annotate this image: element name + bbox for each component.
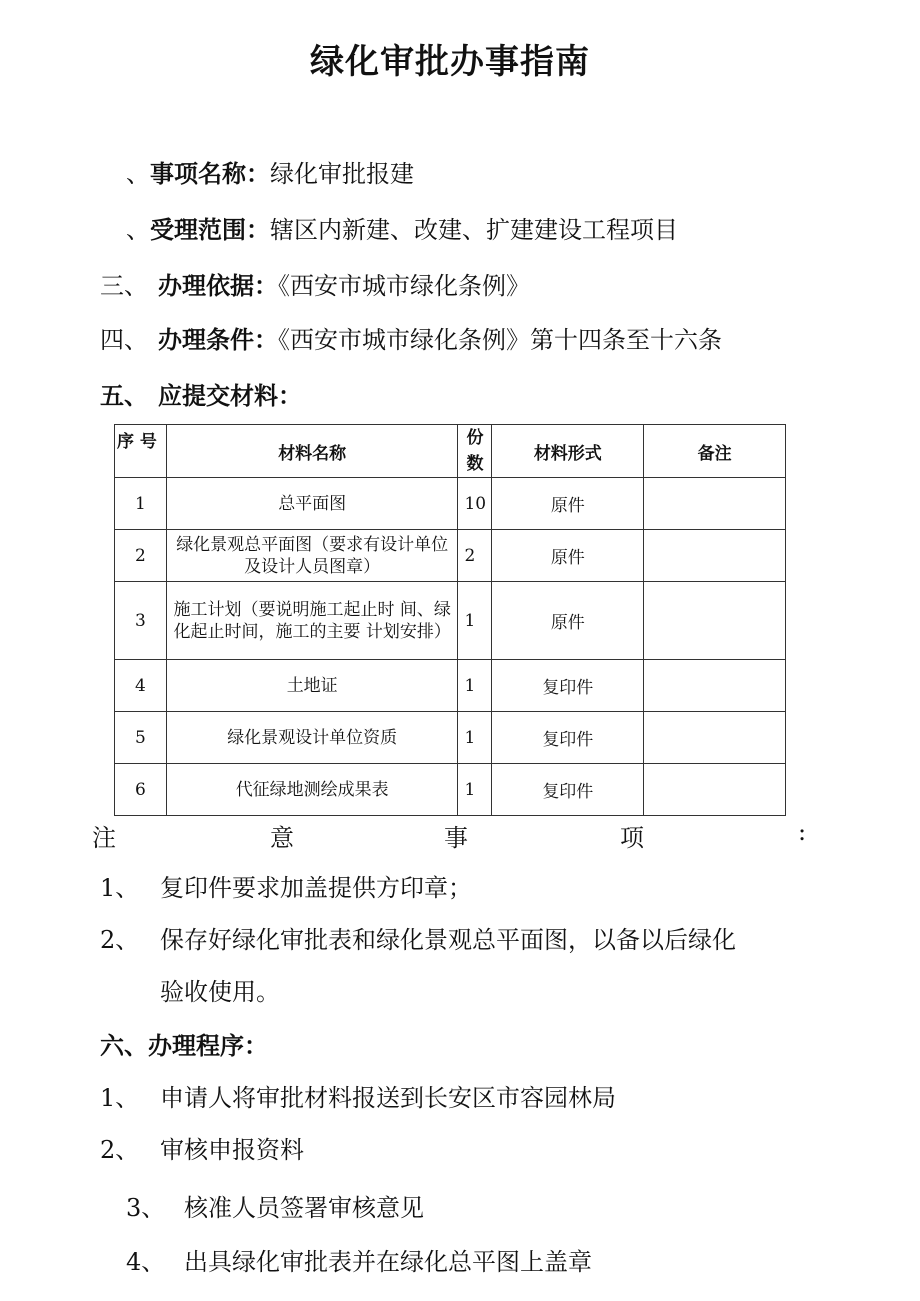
cell-seq: 2 — [115, 530, 167, 582]
table-row — [115, 764, 786, 816]
cell-name: 总平面图 — [166, 478, 458, 530]
procedure-step — [126, 1242, 592, 1277]
table-row — [115, 478, 786, 530]
procedure-step — [100, 1078, 616, 1113]
step-text: 出具绿化审批表并在绿化总平图上盖章 — [184, 1248, 592, 1276]
cell-seq: 4 — [115, 660, 167, 712]
notes-heading-char: 意 — [270, 824, 294, 852]
cell-name: 绿化景观总平面图（要求有设计单位及设计人员图章） — [166, 530, 458, 582]
cell-form: 原件 — [492, 582, 644, 660]
step-text: 审核申报资料 — [160, 1136, 304, 1164]
cell-name: 土地证 — [166, 660, 458, 712]
header-name: 材料名称 — [166, 425, 458, 478]
cell-form: 复印件 — [492, 660, 644, 712]
cell-form: 原件 — [492, 478, 644, 530]
page-title: 绿化审批办事指南 — [310, 42, 590, 82]
cell-seq: 1 — [115, 478, 167, 530]
section-prefix: 三、 — [100, 272, 148, 300]
cell-remark — [644, 582, 786, 660]
section-conditions — [100, 320, 722, 355]
cell-remark — [644, 764, 786, 816]
header-remark: 备注 — [644, 425, 786, 478]
table-row — [115, 582, 786, 660]
section-prefix: 、 — [126, 160, 150, 188]
note-text: 保存好绿化审批表和绿化景观总平面图，以备以后绿化 — [160, 926, 736, 954]
step-num: 3、 — [126, 1194, 166, 1222]
procedure-heading: 六、办理程序： — [100, 1032, 268, 1060]
section-scope — [126, 210, 678, 245]
notes-heading-char: 注 — [92, 824, 116, 852]
notes-heading-char: 项 — [620, 824, 644, 852]
cell-count: 1 — [458, 660, 492, 712]
section-prefix: 、 — [126, 216, 150, 244]
cell-count: 1 — [458, 764, 492, 816]
procedure-step — [100, 1130, 304, 1165]
procedure-step — [126, 1188, 424, 1223]
step-num: 1、 — [100, 1084, 140, 1112]
note-item — [100, 868, 472, 903]
cell-seq: 6 — [115, 764, 167, 816]
materials-table — [114, 424, 786, 816]
note-text: 复印件要求加盖提供方印章； — [160, 874, 472, 902]
section-label: 办理依据： — [158, 272, 278, 300]
section-label: 办理条件： — [158, 326, 278, 354]
cell-count: 1 — [458, 712, 492, 764]
section-prefix: 五、 — [100, 382, 148, 410]
note-item — [100, 920, 736, 955]
step-num: 4、 — [126, 1248, 166, 1276]
section-item-name — [126, 154, 414, 189]
section-value: 《西安市城市绿化条例》第十四条至十六条 — [278, 326, 722, 354]
table-row — [115, 660, 786, 712]
note-item-continuation: 验收使用。 — [160, 978, 280, 1006]
step-text: 核准人员签署审核意见 — [184, 1194, 424, 1222]
cell-seq: 5 — [115, 712, 167, 764]
notes-heading-char: 事 — [444, 824, 468, 852]
header-count: 份数 — [458, 425, 492, 478]
section-materials — [100, 376, 302, 411]
cell-remark — [644, 530, 786, 582]
cell-form: 复印件 — [492, 764, 644, 816]
notes-heading-char: : — [798, 818, 807, 846]
cell-form: 原件 — [492, 530, 644, 582]
note-num: 2、 — [100, 926, 140, 954]
section-label: 受理范围： — [150, 216, 270, 244]
cell-form: 复印件 — [492, 712, 644, 764]
table-header-row — [115, 425, 786, 478]
note-num: 1、 — [100, 874, 140, 902]
cell-name: 施工计划（要说明施工起止时 间、绿化起止时间，施工的主要 计划安排） — [166, 582, 458, 660]
cell-remark — [644, 712, 786, 764]
step-text: 申请人将审批材料报送到长安区市容园林局 — [160, 1084, 616, 1112]
cell-remark — [644, 660, 786, 712]
section-basis — [100, 266, 530, 301]
table-row — [115, 530, 786, 582]
section-label: 事项名称： — [150, 160, 270, 188]
section-prefix: 四、 — [100, 326, 148, 354]
section-value: 辖区内新建、改建、扩建建设工程项目 — [270, 216, 678, 244]
cell-count: 10 — [458, 478, 492, 530]
cell-seq: 3 — [115, 582, 167, 660]
table-row — [115, 712, 786, 764]
cell-name: 代征绿地测绘成果表 — [166, 764, 458, 816]
header-form: 材料形式 — [492, 425, 644, 478]
cell-remark — [644, 478, 786, 530]
notes-heading — [92, 818, 810, 852]
cell-count: 2 — [458, 530, 492, 582]
section-label: 应提交材料： — [158, 382, 302, 410]
step-num: 2、 — [100, 1136, 140, 1164]
section-value: 绿化审批报建 — [270, 160, 414, 188]
header-seq: 序 号 — [115, 425, 167, 478]
section-value: 《西安市城市绿化条例》 — [278, 272, 530, 300]
cell-count: 1 — [458, 582, 492, 660]
cell-name: 绿化景观设计单位资质 — [166, 712, 458, 764]
